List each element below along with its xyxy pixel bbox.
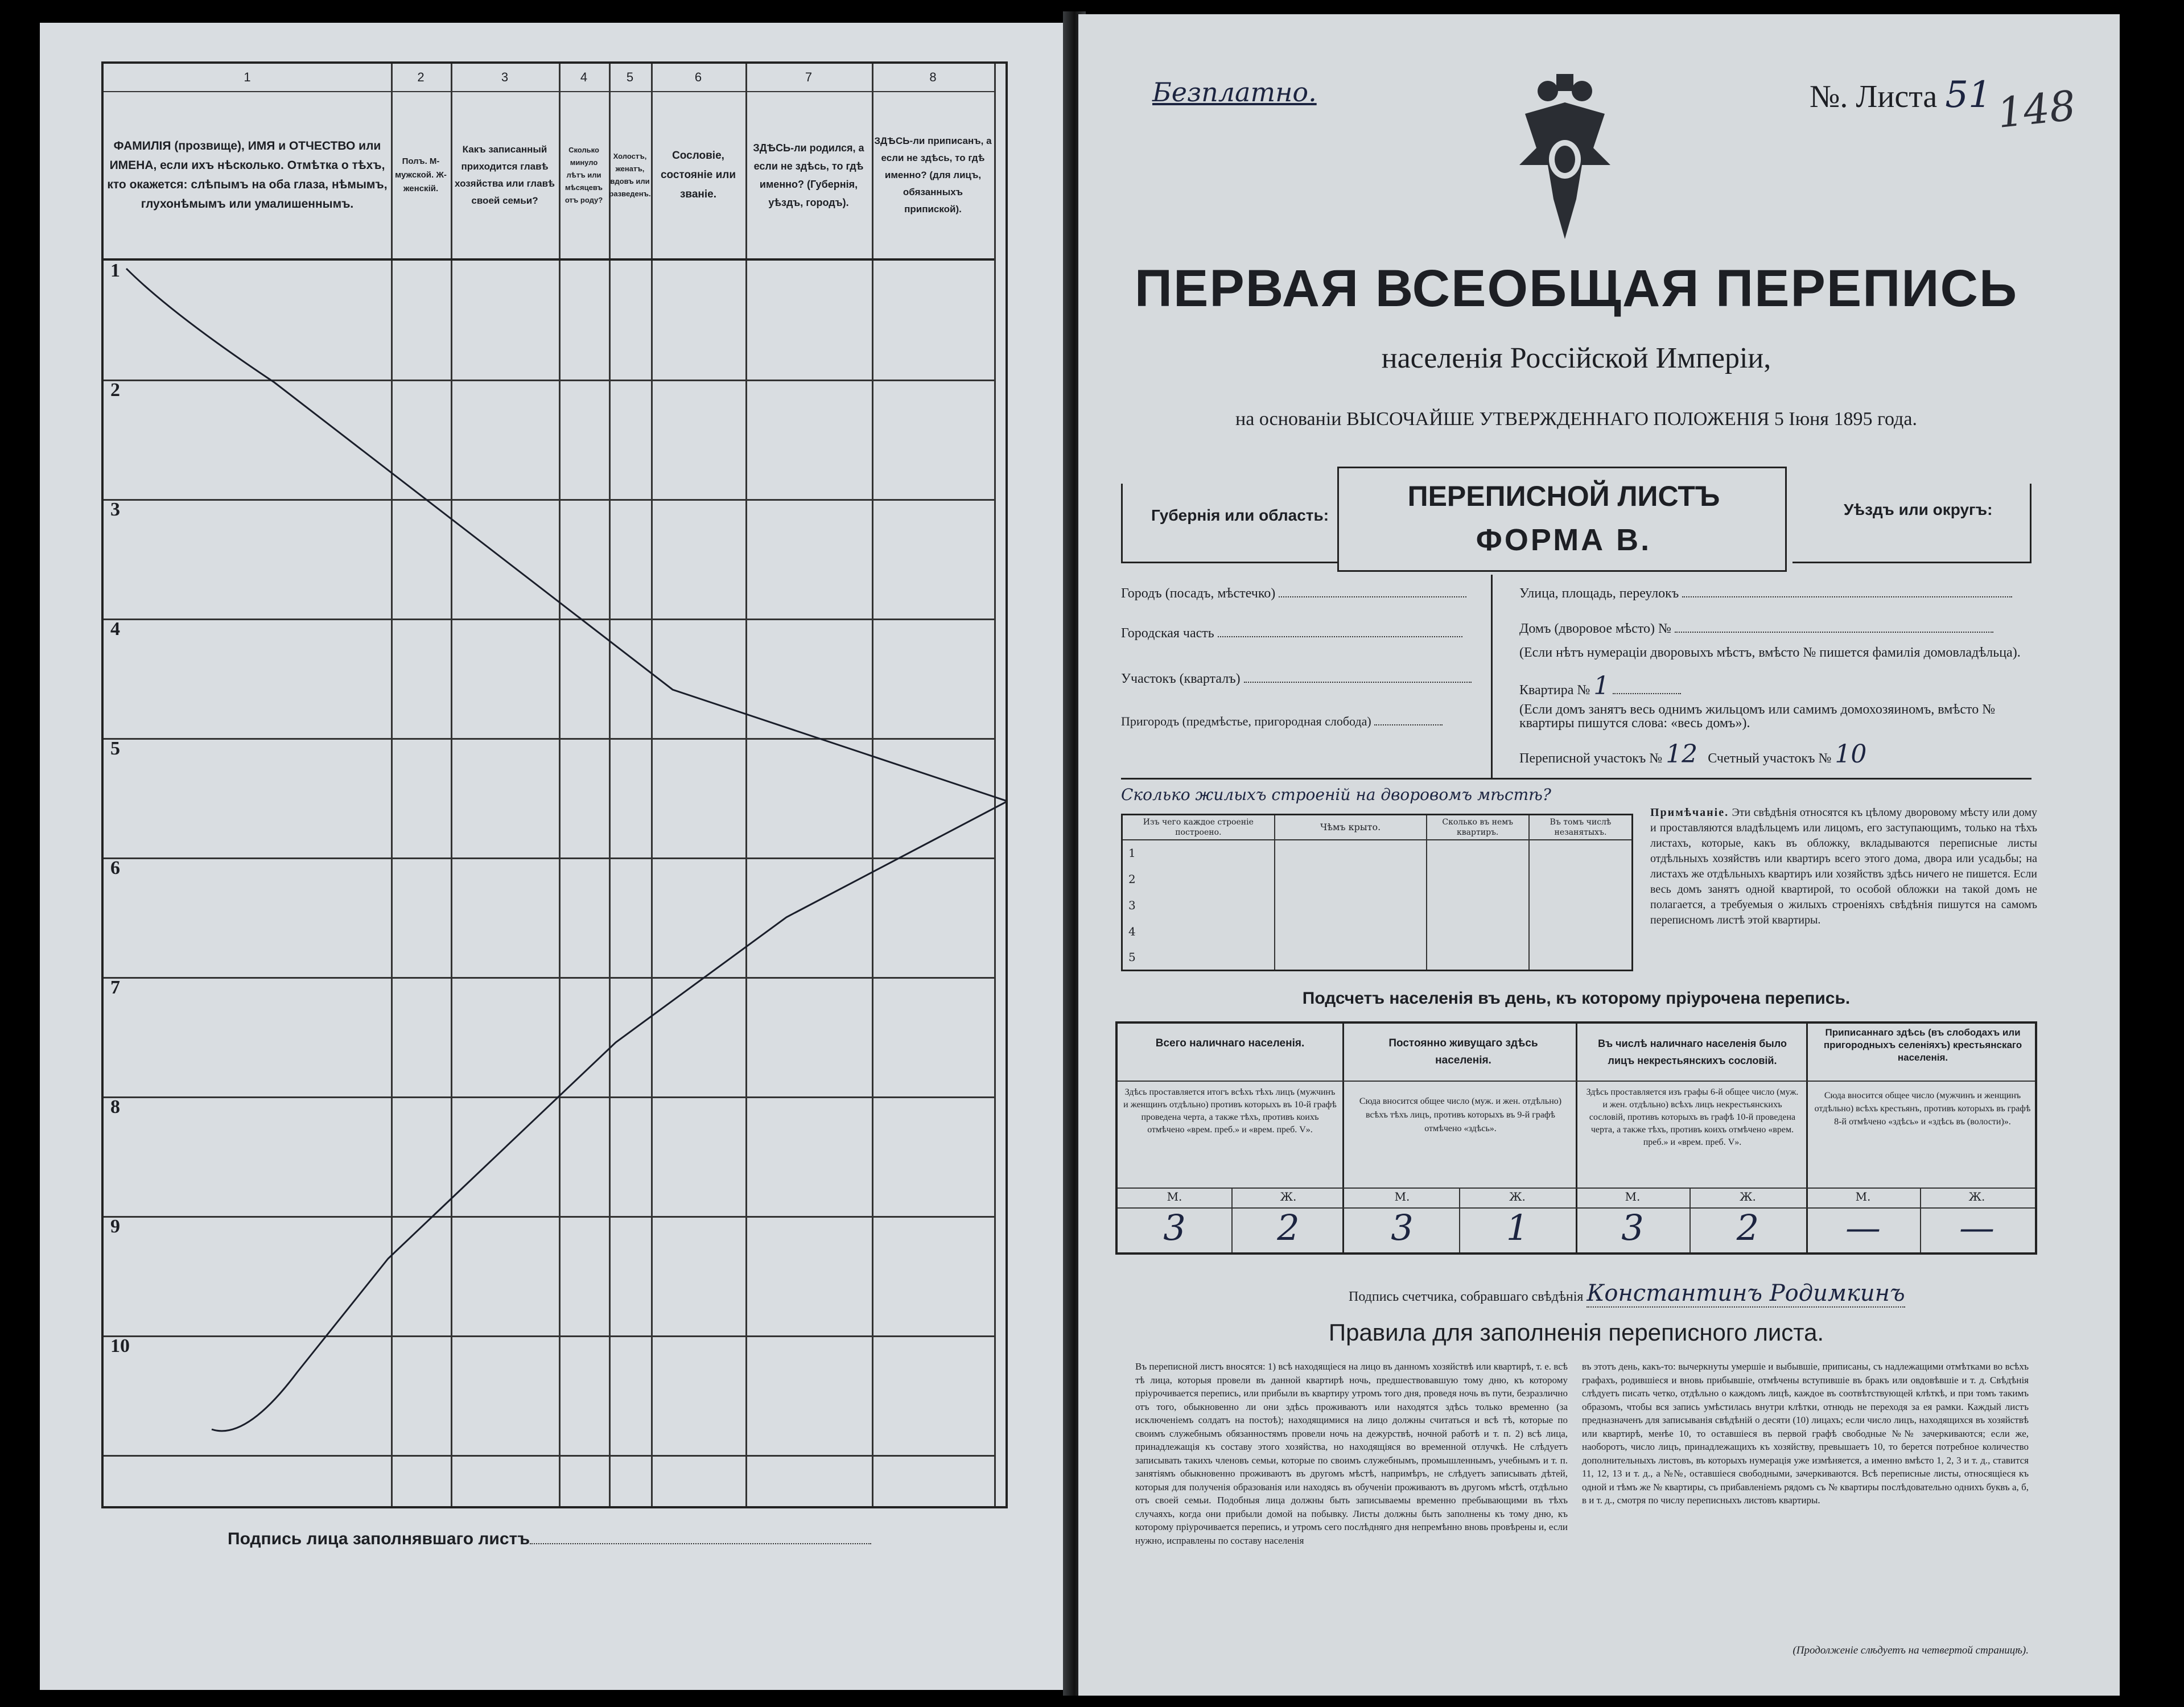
row-number: 5 [110, 738, 120, 759]
sex-label: М. [1625, 1190, 1641, 1203]
sheet-title: ПЕРЕПИСНОЙ ЛИСТЪ [1407, 480, 1720, 512]
apartment-note: (Если домъ занятъ весь однимъ жильцомъ или самимъ домохозяиномъ, вмѣсто № квартиры пишутся слова: «весь домъ»). [1519, 702, 1996, 731]
column-header-name: ФАМИЛІЯ (прозвище), ИМЯ и ОТЧЕСТВО или ИМЕНА, если ихъ нѣсколько. Отмѣтка о тѣхъ, кто окажется: слѣпымъ на оба глаза, нѣмымъ, глухонѣмымъ или умалишеннымъ. [104, 92, 391, 261]
row-number: 4 [110, 619, 120, 640]
row-number: 3 [110, 499, 120, 520]
column-header-estate: Сословіе, состояніе или званіе. [651, 92, 745, 261]
column-header-marital: Холостъ, женатъ, вдовъ или разведенъ. [609, 92, 651, 261]
field-suburb: Пригородъ (предмѣстье, пригородная слобода) [1121, 714, 1443, 729]
column-header-registration: ЗДѢСЬ-ли приписанъ, а если не здѣсь, то гдѣ именно? (для лицъ, обязанныхъ припиской). [872, 92, 994, 261]
archive-number: 148 [1995, 81, 2078, 137]
census-title: ПЕРВАЯ ВСЕОБЩАЯ ПЕРЕПИСЬ [1134, 259, 2018, 318]
field-quarter: Участокъ (кварталъ) [1121, 671, 1472, 687]
sex-label: М. [1167, 1190, 1182, 1203]
free-label: Безплатно. [1152, 77, 1317, 108]
column-header-relation: Какъ записанный приходится главѣ хозяйства или главѣ своей семьи? [451, 92, 559, 261]
column-number: 2 [391, 64, 451, 92]
row-number: 1 [110, 260, 120, 281]
column-number: 7 [745, 64, 872, 92]
field-census-district: Переписной участокъ № 12 Счетный участокъ № 10 [1519, 740, 1867, 769]
value-nonpeasant-female: 2 [1736, 1207, 1759, 1248]
value-nonpeasant-male: 3 [1621, 1207, 1644, 1248]
field-town-part: Городская часть [1121, 626, 1462, 641]
value-peasant-female: — [1959, 1207, 1995, 1248]
row-number: 6 [110, 857, 120, 879]
province-box: Губернія или область: [1121, 484, 1337, 563]
row-number: 8 [110, 1096, 120, 1118]
column-number: 1 [104, 64, 391, 92]
strike-through-lines [104, 64, 1006, 1506]
value-resident-male: 3 [1391, 1207, 1414, 1248]
row-number: 10 [110, 1335, 130, 1356]
sex-label: М. [1855, 1190, 1871, 1203]
value-resident-female: 1 [1506, 1207, 1529, 1248]
field-town: Городъ (посадъ, мѣстечко) [1121, 586, 1466, 601]
population-ledger [101, 61, 1008, 1508]
rules-column-2: въ этотъ день, какъ-то: вычеркнуты умершіе и выбывшіе, приписаны, съ надлежащими отмѣтками во всѣхъ графахъ, родившіеся и вновь прибывшіе, отмѣчены вступившіе въ бракъ или овдовѣвшіе и т. д. Свѣдѣнія слѣдуетъ писать четко, отдѣльно о каждомъ лицѣ, каждое въ соотвѣтствующей клѣткѣ, и при томъ такимъ образомъ, чтобы вся запись умѣстилась внутри клѣтки, отнюдь не переходя за ея рамки. Каждый листъ предназначенъ для записыванія свѣдѣній о десяти (10) лицахъ; если число лицъ, находящихся въ хозяйствѣ или квартирѣ, менѣе 10, то оставшіеся въ первой графѣ свободные №№ зачеркиваются; если же, наоборотъ, число лицъ, принадлежащихъ къ хозяйству, превышаетъ 10, то берется потребное количество дополнительныхъ листовъ, въ которыхъ нумерація уже измѣняется, а именно вмѣсто 1, 2, 3 и т. д., ставится 11, 12, 13 и т. д., а №№, оставшіеся свободными, зачеркиваются. Всѣ переписные листы, относящіеся къ одной и тѣмъ же № квартиры, съ прибавленіемъ рядомъ съ № квартиры послѣдовательно однихъ буквъ а, б, в и т. д., смотря по числу переписныхъ листовъ квартиры. [1582, 1361, 2029, 1506]
sex-label: Ж. [1509, 1190, 1526, 1203]
census-basis: на основаніи ВЫСОЧАЙШЕ УТВЕРЖДЕННАГО ПОЛОЖЕНІЯ 5 Іюня 1895 года. [1235, 409, 1917, 430]
rules-title: Правила для заполненія переписного листа. [1328, 1319, 1824, 1346]
house-note: (Если нѣтъ нумераціи дворовыхъ мѣстъ, вмѣсто № пишется фамилія домовладѣльца). [1519, 645, 2021, 660]
population-summary-table: Всего наличнаго населенія. Постоянно живущаго здѣсь населенія. Въ числѣ наличнаго населенія было лицъ некрестьянскихъ сословій. Приписаннаго здѣсь (въ слободахъ или пригородныхъ селеніяхъ) крестьянскаго населенія. Здѣсь проставляется итогъ всѣхъ тѣхъ лицъ (мужчинъ и женщинъ отдѣльно) противъ которыхъ въ 10-й графѣ проведена черта, а также тѣхъ, противъ коихъ отмѣчено «врем. преб.» и «врем. преб. V». Сюда вносится общее число (муж. и жен. отдѣльно) всѣхъ тѣхъ лицъ, противъ которыхъ въ 9-й графѣ отмѣчено «здѣсь». Здѣсь проставляется изъ графы 6-й общее число (муж. и жен. отдѣльно) всѣхъ лицъ некрестьянскихъ сословій, противъ которыхъ въ графѣ 10-й проведена черта, а также тѣхъ, противъ коихъ отмѣчено «врем. преб.» и «врем. преб. V». Сюда вносится общее число (мужчинъ и женщинъ отдѣльно) всѣхъ крестьянъ, противъ которыхъ въ графѣ 8-й отмѣчено «здѣсь» и «здѣсь въ (волости)». М. Ж. М. Ж. М. Ж. М. Ж. 3 2 3 1 3 2 — — [1115, 1021, 2037, 1255]
row-number: 7 [110, 977, 120, 998]
field-apartment: Квартира № 1 [1519, 671, 1681, 700]
field-house: Домъ (дворовое мѣсто) № [1519, 621, 1993, 637]
column-number: 5 [609, 64, 651, 92]
column-header-sex: Полъ. М-мужской. Ж-женскій. [391, 92, 451, 261]
buildings-note: Примѣчаніе. Эти свѣдѣнія относятся къ цѣлому дворовому мѣсту или дому и проставляются владѣльцемъ или лицомъ, его заступающимъ, только на тѣхъ листахъ, которые, какъ въ обложку, вкладываются переписные листы отдѣльныхъ хозяйствъ или квартиръ всего этого дома, двора или усадьбы; на листахъ же отдѣльныхъ квартиръ или хозяйствъ здѣсь ничего не пишется. Если весь домъ занятъ одной квартирой, то особой обложки на такой домъ не полагается, а требуемыя о жилыхъ строеніяхъ свѣдѣнія пишутся на самомъ переписномъ листѣ этой квартиры. [1650, 806, 2037, 926]
sex-label: Ж. [1280, 1190, 1297, 1203]
column-header-birthplace: ЗДѢСЬ-ли родился, а если не здѣсь, то гдѣ именно? (Губернія, уѣздъ, городъ). [745, 92, 872, 261]
sheet-number: №. Листа 51 [1810, 74, 1992, 116]
sex-label: Ж. [1740, 1190, 1756, 1203]
enumerator-signature-line: Подпись счетчика, собравшаго свѣдѣнія Константинъ Родимкинъ [1349, 1280, 1905, 1306]
value-total-female: 2 [1277, 1207, 1300, 1248]
column-number: 3 [451, 64, 559, 92]
buildings-question: Сколько жилыхъ строеній на дворовомъ мѣстѣ? [1121, 785, 1551, 804]
summary-title: Подсчетъ населенія въ день, къ которому пріурочена перепись. [1302, 989, 1851, 1008]
column-number: 4 [559, 64, 609, 92]
buildings-table: Изъ чего каждое строеніе построено. Чѣмъ крыто. Сколько въ немъ квартиръ. Въ томъ числѣ незанятыхъ. 1 2 3 4 5 [1121, 814, 1633, 971]
sheet-title-box [1337, 467, 1787, 572]
continuation-note: (Продолженіе слѣдуетъ на четвертой страницѣ). [1792, 1644, 2029, 1656]
column-number: 6 [651, 64, 745, 92]
sex-label: Ж. [1968, 1190, 1985, 1203]
value-total-male: 3 [1163, 1207, 1186, 1248]
double-headed-eagle-emblem [1514, 68, 1616, 256]
value-peasant-male: — [1845, 1207, 1881, 1248]
column-number: 8 [872, 64, 994, 92]
form-label: ФОРМА В. [1476, 523, 1652, 557]
row-number: 9 [110, 1216, 120, 1237]
sex-label: М. [1394, 1190, 1410, 1203]
field-street: Улица, площадь, переулокъ [1519, 586, 2012, 601]
column-header-age: Сколько минуло лѣтъ или мѣсяцевъ отъ роду? [559, 92, 609, 261]
row-number: 2 [110, 380, 120, 401]
filler-signature-label: Подпись лица заполнявшаго листъ [228, 1529, 871, 1549]
rules-column-1: Въ переписной листъ вносятся: 1) всѣ находящіеся на лицо въ данномъ хозяйствѣ или квартирѣ, т. е. всѣ тѣ лица, которыя провели въ данной квартирѣ ночь, предшествовавшую тому дню, къ которому пріурочивается перепись, или прибыли въ квартиру утромъ того дня, проведя ночь въ пути, безразлично отъ того, обыкновенно ли они здѣсь проживаютъ или находятся здѣсь только временно (за исключеніемъ солдатъ на постоѣ); находящимися на лицо должны считаться и всѣ тѣ, которые по своимъ служебнымъ обязанностямъ провели ночь на дежурствѣ, ночной работѣ и т. п. 2) всѣ лица, принадлежащія къ составу этого хозяйства, но находящіяся во временной отлучкѣ. Не слѣдуетъ записывать такихъ членовъ семьи, которые по своимъ служебнымъ, промышленнымъ, учебнымъ и т. п. занятіямъ обыкновенно проживаютъ въ другомъ мѣстѣ, напримѣръ, не слѣдуетъ записывать дѣтей, которыя для полученія образованія или находясь въ обученіи проживаютъ въ другомъ мѣстѣ, отдѣльно отъ своей семьи. Подобныя лица должны быть записываемы временно пребывающими въ тѣхъ случаяхъ, когда они прибыли домой на побывку. Листы должны быть заполнены къ тому дню, къ которому пріурочивается перепись, и утромъ сего послѣдняго дня непремѣнно вновь провѣрены и, если нужно, исправлены по составу населенія [1135, 1361, 1568, 1546]
census-subtitle: населенія Россійской Имперіи, [1381, 342, 1771, 374]
district-box: Уѣздъ или округъ: [1792, 484, 2031, 563]
